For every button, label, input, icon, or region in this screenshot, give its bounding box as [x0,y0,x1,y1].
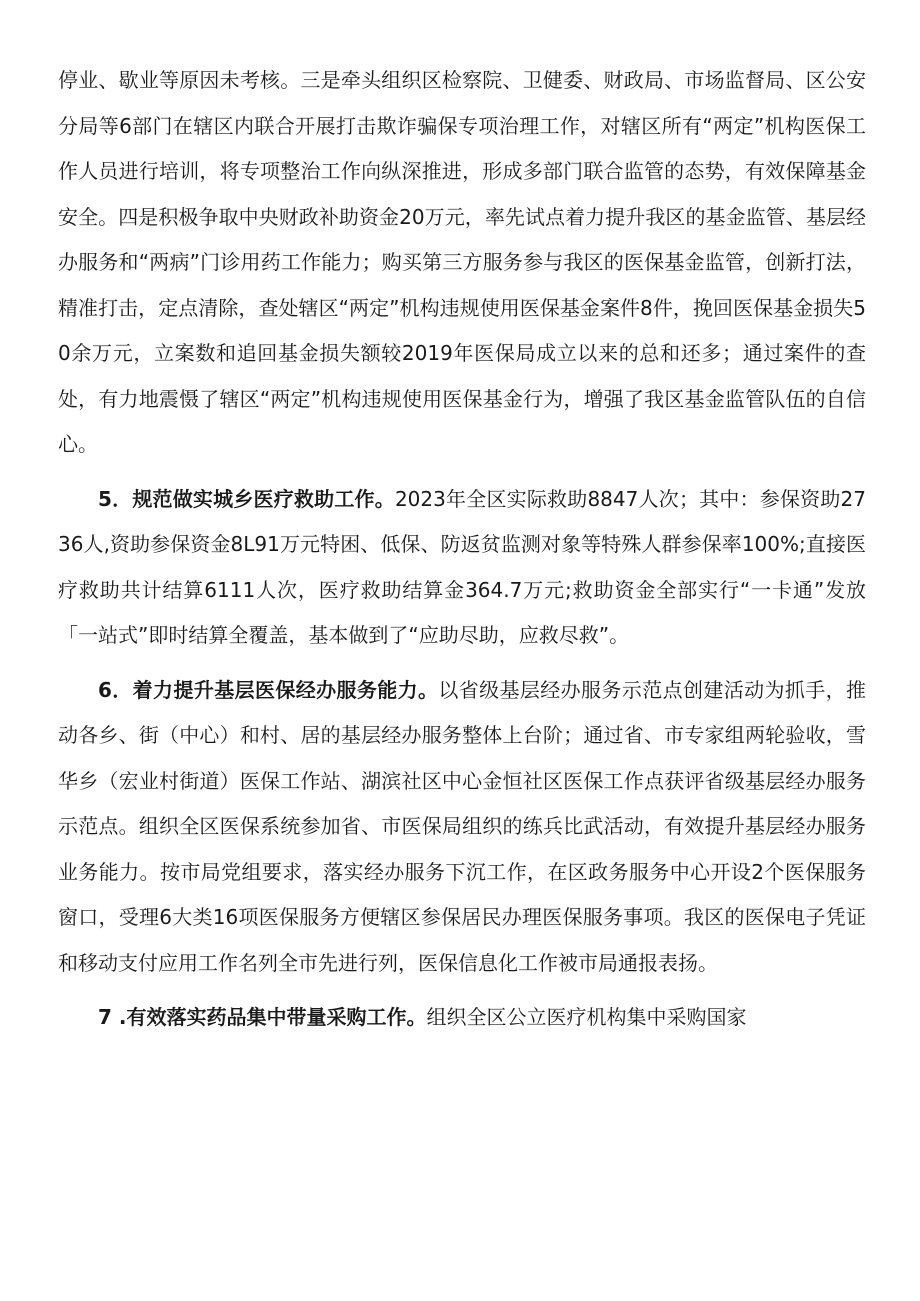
section-heading: 7 .有效落实药品集中带量采购工作。 [98,1005,427,1029]
paragraph-text: 停业、歇业等原因未考核。三是牵头组织区检察院、卫健委、财政局、市场监督局、区公安分局等6部门在辖区内联合开展打击欺诈骗保专项治理工作，对辖区所有“两定”机构医保工作人员进行培训，将专项整治工作向纵深推进，形成多部门联合监管的态势，有效保障基金安全。四是积极争取中央财政补助资金20万元，率先试点着力提升我区的基金监管、基层经办服务和“两病”门诊用药工作能力；购买第三方服务参与我区的医保基金监管，创新打法，精准打击，定点清除，查处辖区“两定”机构违规使用医保基金案件8件，挽回医保基金损失50余万元，立案数和追回基金损失额较2019年医保局成立以来的总和还多；通过案件的查处，有力地震慑了辖区“两定”机构违规使用医保基金行为，增强了我区基金监管队伍的自信心。 [58,68,866,456]
paragraph-fund-supervision [58,58,866,468]
section-heading: 6．着力提升基层医保经办服务能力。 [98,677,439,702]
paragraph-text: 组织全区公立医疗机构集中采购国家 [426,1005,747,1029]
section-heading: 5．规范做实城乡医疗救助工作。 [98,486,395,511]
paragraph-medical-assistance [58,477,866,659]
paragraph-text: 以省级基层经办服务示范点创建活动为抓手，推动各乡、街（中心）和村、居的基层经办服务整体上台阶；通过省、市专家组两轮验收，雪华乡（宏业村街道）医保工作站、湖滨社区中心金恒社区医保工作点获评省级基层经办服务示范点。组织全区医保系统参加省、市医保局组织的练兵比武活动，有效提升基层经办服务业务能力。按市局党组要求，落实经办服务下沉工作，在区政务服务中心开设2个医保服务窗口，受理6大类16项医保服务方便辖区参保居民办理医保服务事项。我区的医保电子凭证和移动支付应用工作名列全市先进行列，医保信息化工作被市局通报表扬。 [58,677,867,975]
paragraph-text: 2023年全区实际救助8847人次；其中：参保资助2736人,资助参保资金8L91万元特困、低保、防返贫监测对象等特殊人群参保率100%;直接医疗救助共计结算6111人次，医疗救助结算金364.7万元;救助资金全部实行“一卡通”发放「一站式”即时结算全覆盖，基本做到了“应助尽助，应救尽救”。 [58,486,866,647]
paragraph-grassroots-service [58,668,866,987]
paragraph-drug-procurement [58,995,866,1041]
document-page [58,58,866,1050]
